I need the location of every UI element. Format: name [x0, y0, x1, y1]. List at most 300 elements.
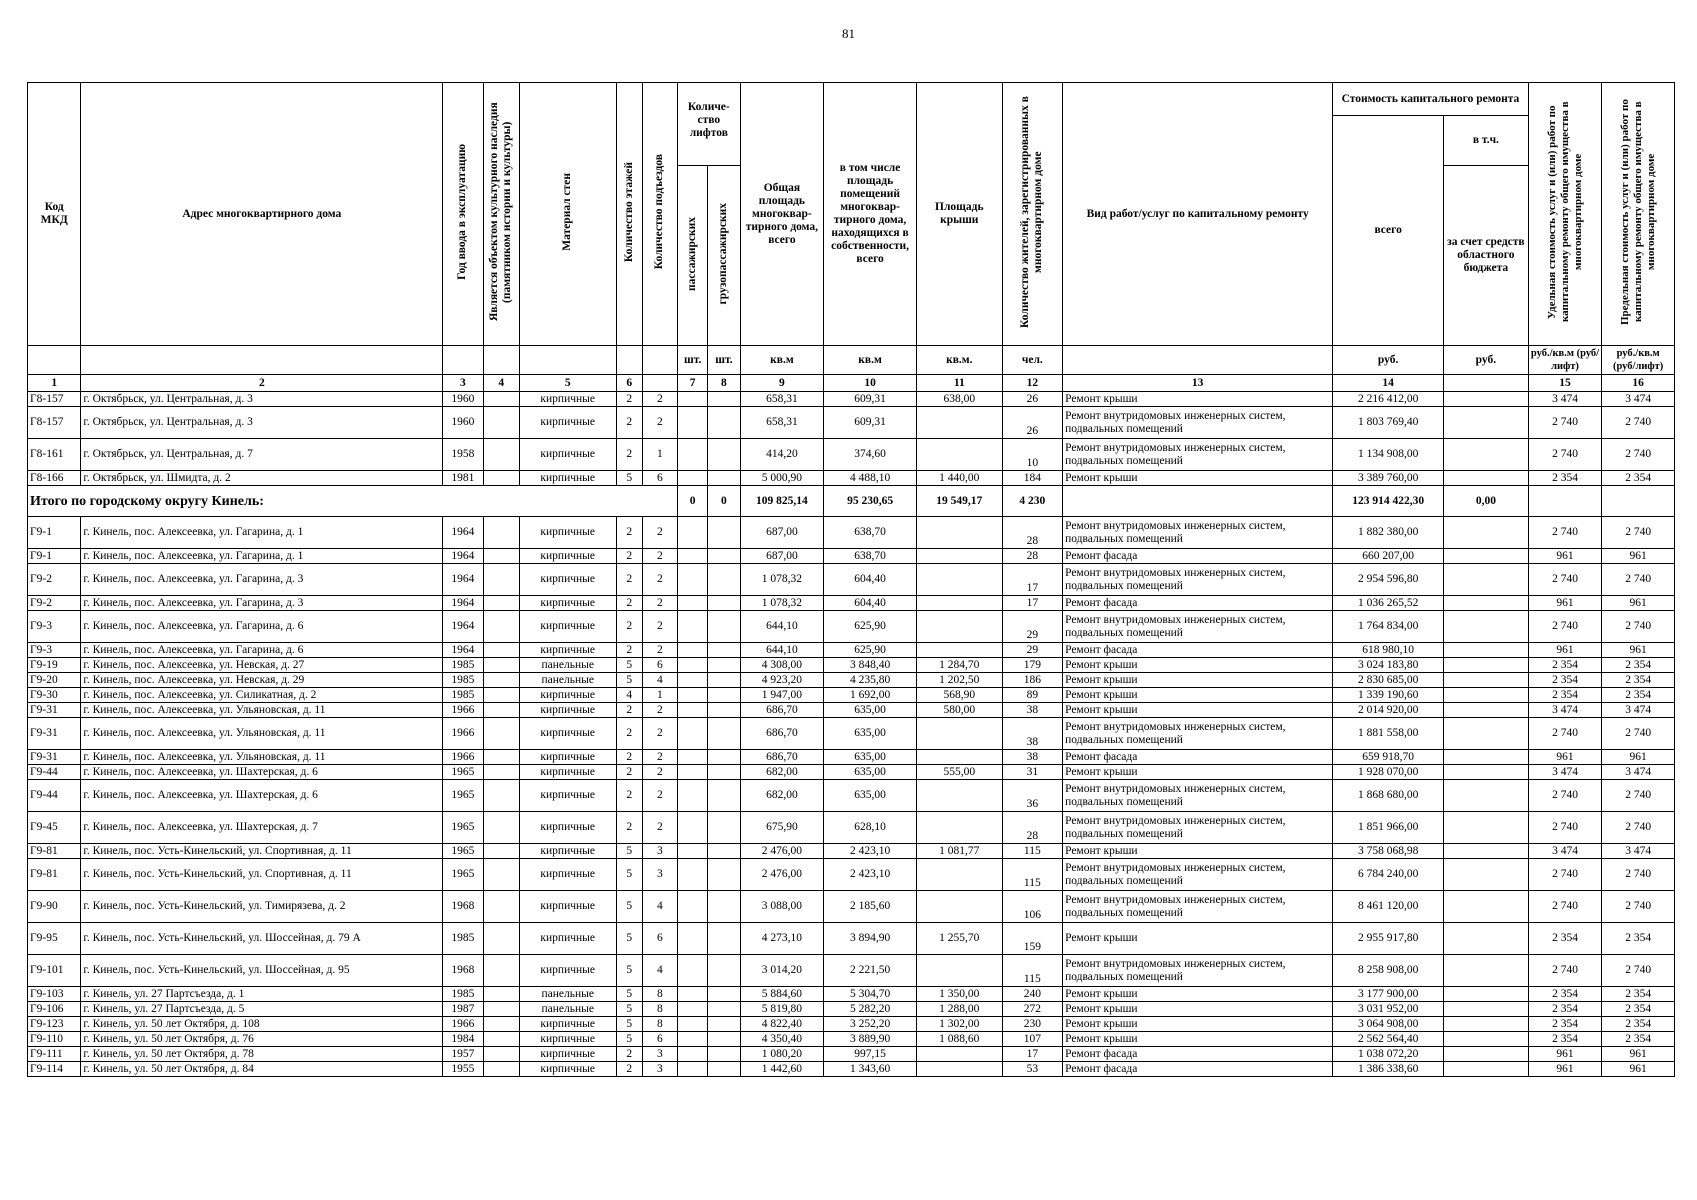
cell-address: г. Кинель, пос. Алексеевка, ул. Шахтерская, д. 7 — [81, 812, 443, 844]
cell-lifts-cargo — [708, 517, 740, 549]
cell-work-type: Ремонт фасада — [1063, 596, 1333, 611]
col-number: 13 — [1063, 375, 1333, 392]
cell-lifts-pass — [678, 859, 708, 891]
cell-material: панельные — [519, 987, 616, 1002]
cell-owned-area: 4 235,80 — [824, 673, 917, 688]
cell-unit-cost: 2 740 — [1528, 407, 1602, 439]
cell-owned-area: 3 894,90 — [824, 923, 917, 955]
cell-regional — [1444, 812, 1529, 844]
cell-address: г. Кинель, пос. Алексеевка, ул. Невская, д. 29 — [81, 673, 443, 688]
table-row — [28, 611, 1675, 643]
cell-entrances: 2 — [642, 407, 677, 439]
col-number: 7 — [678, 375, 708, 392]
cell-code: Г9-114 — [28, 1062, 81, 1077]
cell-work-type: Ремонт крыши — [1063, 1017, 1333, 1032]
cell-address: г. Кинель, пос. Усть-Кинельский, ул. Шоссейная, д. 95 — [81, 955, 443, 987]
cell-total-area: 4 923,20 — [740, 673, 824, 688]
cell-year: 1966 — [443, 750, 483, 765]
total-row — [28, 486, 1675, 517]
cell-heritage — [483, 891, 519, 923]
cell-residents: 230 — [1002, 1017, 1062, 1032]
cell-address: г. Октябрьск, ул. Центральная, д. 3 — [81, 392, 443, 407]
cell-address: г. Октябрьск, ул. Центральная, д. 7 — [81, 439, 443, 471]
total-lifts-pass: 0 — [678, 486, 708, 517]
cell-residents: 17 — [1002, 596, 1062, 611]
table-row — [28, 859, 1675, 891]
total-roof-area: 19 549,17 — [916, 486, 1002, 517]
cell-roof-area — [916, 596, 1002, 611]
cell-lifts-pass — [678, 688, 708, 703]
cell-cost: 6 784 240,00 — [1333, 859, 1444, 891]
total-label: Итого по городскому округу Кинель: — [28, 486, 678, 517]
header-owned-area: в том числе площадь помещений многоквар-тирного дома, находящихся в собственности, всего — [824, 83, 917, 346]
cell-lifts-cargo — [708, 1062, 740, 1077]
cell-residents: 26 — [1002, 392, 1062, 407]
cell-regional — [1444, 765, 1529, 780]
cell-work-type: Ремонт внутридомовых инженерных систем, подвальных помещений — [1063, 859, 1333, 891]
cell-unit-cost: 3 474 — [1528, 392, 1602, 407]
cell-cost: 1 882 380,00 — [1333, 517, 1444, 549]
cell-cost: 2 216 412,00 — [1333, 392, 1444, 407]
cell-floors: 2 — [616, 765, 642, 780]
cell-lifts-pass — [678, 439, 708, 471]
cell-roof-area: 1 440,00 — [916, 471, 1002, 486]
cell-unit-cost: 961 — [1528, 1047, 1602, 1062]
cell-residents: 28 — [1002, 812, 1062, 844]
cell-floors: 5 — [616, 673, 642, 688]
cell-lifts-pass — [678, 673, 708, 688]
cell-work-type: Ремонт внутридомовых инженерных систем, подвальных помещений — [1063, 812, 1333, 844]
cell-regional — [1444, 891, 1529, 923]
cell-year: 1981 — [443, 471, 483, 486]
cell-material: кирпичные — [519, 955, 616, 987]
cell-owned-area: 635,00 — [824, 780, 917, 812]
cell-address: г. Кинель, пос. Усть-Кинельский, ул. Спортивная, д. 11 — [81, 859, 443, 891]
cell-work-type: Ремонт фасада — [1063, 1047, 1333, 1062]
cell-floors: 2 — [616, 718, 642, 750]
cell-heritage — [483, 1047, 519, 1062]
cell-material: кирпичные — [519, 392, 616, 407]
cell-floors: 4 — [616, 688, 642, 703]
cell-lifts-pass — [678, 1062, 708, 1077]
cell-year: 1965 — [443, 844, 483, 859]
cell-entrances: 2 — [642, 392, 677, 407]
cell-year: 1965 — [443, 859, 483, 891]
cell-cost: 1 764 834,00 — [1333, 611, 1444, 643]
cell-regional — [1444, 1047, 1529, 1062]
cell-work-type: Ремонт фасада — [1063, 750, 1333, 765]
unit-rub: руб. — [1444, 346, 1529, 375]
cell-code: Г8-161 — [28, 439, 81, 471]
cell-regional — [1444, 750, 1529, 765]
cell-limit-cost: 2 740 — [1602, 859, 1675, 891]
cell-residents: 10 — [1002, 439, 1062, 471]
cell-lifts-cargo — [708, 643, 740, 658]
cell-regional — [1444, 439, 1529, 471]
cell-work-type: Ремонт крыши — [1063, 765, 1333, 780]
cell-owned-area: 3 252,20 — [824, 1017, 917, 1032]
cell-lifts-cargo — [708, 891, 740, 923]
cell-roof-area: 1 284,70 — [916, 658, 1002, 673]
cell-entrances: 3 — [642, 844, 677, 859]
header-lifts-cargo: грузопассажирских — [708, 166, 740, 346]
cell-roof-area — [916, 407, 1002, 439]
cell-heritage — [483, 955, 519, 987]
header-address: Адрес многоквартирного дома — [81, 83, 443, 346]
table-row — [28, 987, 1675, 1002]
cell-lifts-cargo — [708, 844, 740, 859]
header-limit-cost: Предельная стоимость услуг и (или) работ по капитальному ремонту общего имущества в многоквартирном доме — [1602, 83, 1675, 346]
cell-heritage — [483, 439, 519, 471]
cell-material: кирпичные — [519, 765, 616, 780]
cell-material: кирпичные — [519, 812, 616, 844]
cell-lifts-pass — [678, 658, 708, 673]
cell-address: г. Кинель, пос. Алексеевка, ул. Гагарина, д. 1 — [81, 517, 443, 549]
cell-material: кирпичные — [519, 1032, 616, 1047]
cell-material: кирпичные — [519, 564, 616, 596]
header-lifts: Количе-ство лифтов — [678, 83, 741, 166]
cell-entrances: 6 — [642, 1032, 677, 1047]
cell-roof-area: 1 081,77 — [916, 844, 1002, 859]
header-total-area: Общая площадь многоквар-тирного дома, всего — [740, 83, 824, 346]
cell-roof-area: 1 350,00 — [916, 987, 1002, 1002]
cell-total-area: 682,00 — [740, 765, 824, 780]
cell-work-type: Ремонт крыши — [1063, 844, 1333, 859]
cell-lifts-cargo — [708, 471, 740, 486]
header-incl: в т.ч. — [1444, 116, 1529, 166]
cell-work-type: Ремонт крыши — [1063, 688, 1333, 703]
cell-roof-area: 1 088,60 — [916, 1032, 1002, 1047]
cell-code: Г9-2 — [28, 596, 81, 611]
table-row — [28, 658, 1675, 673]
cell-address: г. Кинель, пос. Усть-Кинельский, ул. Тимирязева, д. 2 — [81, 891, 443, 923]
cell-lifts-cargo — [708, 703, 740, 718]
cell-regional — [1444, 549, 1529, 564]
cell-lifts-pass — [678, 891, 708, 923]
cell-year: 1965 — [443, 812, 483, 844]
table-row — [28, 688, 1675, 703]
cell-work-type: Ремонт крыши — [1063, 1002, 1333, 1017]
cell-unit-cost: 961 — [1528, 643, 1602, 658]
page-number: 81 — [842, 26, 855, 41]
cell-material: кирпичные — [519, 859, 616, 891]
cell-work-type: Ремонт внутридомовых инженерных систем, подвальных помещений — [1063, 407, 1333, 439]
cell-address: г. Кинель, пос. Алексеевка, ул. Шахтерская, д. 6 — [81, 765, 443, 780]
cell-material: кирпичные — [519, 1047, 616, 1062]
cell-cost: 2 954 596,80 — [1333, 564, 1444, 596]
cell-limit-cost: 2 740 — [1602, 611, 1675, 643]
cell-regional — [1444, 643, 1529, 658]
table-row — [28, 923, 1675, 955]
cell-cost: 2 955 917,80 — [1333, 923, 1444, 955]
cell-lifts-cargo — [708, 549, 740, 564]
col-number: 8 — [708, 375, 740, 392]
cell-residents: 106 — [1002, 891, 1062, 923]
cell-year: 1966 — [443, 1017, 483, 1032]
col-number: 14 — [1333, 375, 1444, 392]
cell-total-area: 682,00 — [740, 780, 824, 812]
cell-roof-area: 555,00 — [916, 765, 1002, 780]
table-row — [28, 750, 1675, 765]
cell-roof-area — [916, 812, 1002, 844]
cell-code: Г8-157 — [28, 392, 81, 407]
cell-regional — [1444, 611, 1529, 643]
cell-cost: 3 031 952,00 — [1333, 1002, 1444, 1017]
table-row — [28, 955, 1675, 987]
cell-residents: 115 — [1002, 859, 1062, 891]
cell-cost: 3 389 760,00 — [1333, 471, 1444, 486]
header-code: Код МКД — [28, 83, 81, 346]
table-row — [28, 812, 1675, 844]
cell-limit-cost: 2 354 — [1602, 658, 1675, 673]
cell-residents: 36 — [1002, 780, 1062, 812]
cell-work-type: Ремонт внутридомовых инженерных систем, подвальных помещений — [1063, 439, 1333, 471]
cell-lifts-cargo — [708, 750, 740, 765]
cell-owned-area: 604,40 — [824, 596, 917, 611]
cell-limit-cost: 2 354 — [1602, 1017, 1675, 1032]
cell-code: Г8-157 — [28, 407, 81, 439]
cell-limit-cost: 2 354 — [1602, 987, 1675, 1002]
cell-regional — [1444, 688, 1529, 703]
unit-people: чел. — [1002, 346, 1062, 375]
cell-material: панельные — [519, 1002, 616, 1017]
cell-year: 1966 — [443, 718, 483, 750]
cell-lifts-cargo — [708, 611, 740, 643]
cell-work-type: Ремонт внутридомовых инженерных систем, подвальных помещений — [1063, 955, 1333, 987]
cell-address: г. Кинель, пос. Алексеевка, ул. Гагарина, д. 3 — [81, 564, 443, 596]
cell-heritage — [483, 718, 519, 750]
cell-unit-cost: 2 354 — [1528, 923, 1602, 955]
cell-year: 1966 — [443, 703, 483, 718]
cell-unit-cost: 961 — [1528, 1062, 1602, 1077]
cell-material: кирпичные — [519, 611, 616, 643]
cell-total-area: 687,00 — [740, 517, 824, 549]
cell-material: панельные — [519, 673, 616, 688]
cell-heritage — [483, 1017, 519, 1032]
cell-lifts-pass — [678, 564, 708, 596]
cell-heritage — [483, 1062, 519, 1077]
cell-lifts-cargo — [708, 658, 740, 673]
cell-floors: 2 — [616, 392, 642, 407]
cell-limit-cost: 2 354 — [1602, 1032, 1675, 1047]
cell-regional — [1444, 955, 1529, 987]
cell-material: кирпичные — [519, 517, 616, 549]
cell-regional — [1444, 392, 1529, 407]
cell-lifts-cargo — [708, 780, 740, 812]
cell-limit-cost: 3 474 — [1602, 844, 1675, 859]
cell-work-type: Ремонт внутридомовых инженерных систем, подвальных помещений — [1063, 611, 1333, 643]
cell-entrances: 2 — [642, 765, 677, 780]
cell-roof-area: 580,00 — [916, 703, 1002, 718]
cell-floors: 2 — [616, 812, 642, 844]
table-row — [28, 596, 1675, 611]
cell-work-type: Ремонт крыши — [1063, 1032, 1333, 1047]
table-row — [28, 407, 1675, 439]
cell-regional — [1444, 923, 1529, 955]
cell-entrances: 6 — [642, 923, 677, 955]
cell-entrances: 3 — [642, 1062, 677, 1077]
cell-floors: 2 — [616, 1062, 642, 1077]
cell-lifts-cargo — [708, 564, 740, 596]
cell-roof-area: 568,90 — [916, 688, 1002, 703]
cell-heritage — [483, 658, 519, 673]
cell-material: панельные — [519, 658, 616, 673]
cell-entrances: 2 — [642, 643, 677, 658]
table-row — [28, 844, 1675, 859]
cell-address: г. Кинель, пос. Алексеевка, ул. Ульяновская, д. 11 — [81, 703, 443, 718]
cell-owned-area: 1 692,00 — [824, 688, 917, 703]
unit-sqm: кв.м. — [916, 346, 1002, 375]
cell-year: 1968 — [443, 891, 483, 923]
cell-owned-area: 625,90 — [824, 643, 917, 658]
cell-code: Г9-1 — [28, 517, 81, 549]
cell-total-area: 2 476,00 — [740, 844, 824, 859]
cell-cost: 2 830 685,00 — [1333, 673, 1444, 688]
cell-unit-cost: 2 354 — [1528, 688, 1602, 703]
unit-per: руб./кв.м (руб/лифт) — [1528, 346, 1602, 375]
cell-owned-area: 635,00 — [824, 750, 917, 765]
cell-residents: 17 — [1002, 1047, 1062, 1062]
cell-heritage — [483, 392, 519, 407]
cell-cost: 1 339 190,60 — [1333, 688, 1444, 703]
cell-year: 1964 — [443, 643, 483, 658]
cell-unit-cost: 2 740 — [1528, 611, 1602, 643]
cell-code: Г9-81 — [28, 859, 81, 891]
cell-limit-cost: 2 740 — [1602, 718, 1675, 750]
cell-residents: 115 — [1002, 844, 1062, 859]
cell-regional — [1444, 471, 1529, 486]
cell-regional — [1444, 1017, 1529, 1032]
cell-lifts-cargo — [708, 1047, 740, 1062]
cell-owned-area: 625,90 — [824, 611, 917, 643]
cell-code: Г9-101 — [28, 955, 81, 987]
col-number: 5 — [519, 375, 616, 392]
cell-residents: 29 — [1002, 643, 1062, 658]
cell-year: 1960 — [443, 407, 483, 439]
cell-material: кирпичные — [519, 439, 616, 471]
cell-limit-cost: 2 740 — [1602, 564, 1675, 596]
cell-address: г. Кинель, ул. 50 лет Октября, д. 108 — [81, 1017, 443, 1032]
cell-residents: 184 — [1002, 471, 1062, 486]
cell-lifts-pass — [678, 765, 708, 780]
cell-roof-area — [916, 955, 1002, 987]
cell-owned-area: 5 304,70 — [824, 987, 917, 1002]
cell-unit-cost: 2 740 — [1528, 955, 1602, 987]
cell-regional — [1444, 658, 1529, 673]
cell-heritage — [483, 1002, 519, 1017]
cell-cost: 3 177 900,00 — [1333, 987, 1444, 1002]
cell-owned-area: 638,70 — [824, 549, 917, 564]
total-area: 109 825,14 — [740, 486, 824, 517]
header-floors: Количество этажей — [616, 83, 642, 346]
col-number: 9 — [740, 375, 824, 392]
cell-roof-area: 1 288,00 — [916, 1002, 1002, 1017]
table-row — [28, 765, 1675, 780]
cell-floors: 5 — [616, 471, 642, 486]
cell-unit-cost: 2 354 — [1528, 1032, 1602, 1047]
cell-owned-area: 609,31 — [824, 392, 917, 407]
cell-owned-area: 5 282,20 — [824, 1002, 917, 1017]
cell-limit-cost: 961 — [1602, 643, 1675, 658]
cell-owned-area: 609,31 — [824, 407, 917, 439]
cell-entrances: 2 — [642, 718, 677, 750]
cell-limit-cost: 2 740 — [1602, 891, 1675, 923]
cell-material: кирпичные — [519, 703, 616, 718]
cell-year: 1964 — [443, 549, 483, 564]
cell-residents: 28 — [1002, 517, 1062, 549]
cell-heritage — [483, 549, 519, 564]
cell-year: 1968 — [443, 955, 483, 987]
col-number: 16 — [1602, 375, 1675, 392]
cell-heritage — [483, 750, 519, 765]
cell-roof-area — [916, 439, 1002, 471]
cell-residents: 17 — [1002, 564, 1062, 596]
cell-limit-cost: 2 354 — [1602, 1002, 1675, 1017]
cell-cost: 3 064 908,00 — [1333, 1017, 1444, 1032]
col-number: 2 — [81, 375, 443, 392]
cell-unit-cost: 2 740 — [1528, 891, 1602, 923]
cell-material: кирпичные — [519, 1017, 616, 1032]
cell-floors: 2 — [616, 596, 642, 611]
cell-lifts-cargo — [708, 1017, 740, 1032]
cell-unit-cost: 2 740 — [1528, 718, 1602, 750]
cell-unit-cost: 2 354 — [1528, 1002, 1602, 1017]
cell-code: Г9-3 — [28, 643, 81, 658]
cell-year: 1957 — [443, 1047, 483, 1062]
cell-limit-cost: 961 — [1602, 1047, 1675, 1062]
cell-regional — [1444, 596, 1529, 611]
cell-regional — [1444, 718, 1529, 750]
col-number: 3 — [443, 375, 483, 392]
cell-year: 1985 — [443, 673, 483, 688]
cell-lifts-cargo — [708, 718, 740, 750]
cell-entrances: 4 — [642, 955, 677, 987]
unit-pcs: шт. — [708, 346, 740, 375]
cell-regional — [1444, 844, 1529, 859]
cell-residents: 38 — [1002, 718, 1062, 750]
cell-material: кирпичные — [519, 471, 616, 486]
unit-per: руб./кв.м (руб/лифт) — [1602, 346, 1675, 375]
cell-address: г. Кинель, пос. Алексеевка, ул. Ульяновская, д. 11 — [81, 718, 443, 750]
cell-floors: 5 — [616, 955, 642, 987]
cell-entrances: 3 — [642, 1047, 677, 1062]
cell-lifts-pass — [678, 611, 708, 643]
table-row — [28, 643, 1675, 658]
header-cost-total: всего — [1333, 116, 1444, 346]
cell-heritage — [483, 844, 519, 859]
cell-roof-area — [916, 517, 1002, 549]
cell-total-area: 4 822,40 — [740, 1017, 824, 1032]
cell-owned-area: 635,00 — [824, 703, 917, 718]
cell-work-type: Ремонт крыши — [1063, 987, 1333, 1002]
cell-year: 1955 — [443, 1062, 483, 1077]
cell-lifts-pass — [678, 1002, 708, 1017]
table-row — [28, 549, 1675, 564]
cell-roof-area — [916, 780, 1002, 812]
cell-unit-cost: 2 354 — [1528, 987, 1602, 1002]
header-lifts-pass: пассажирских — [678, 166, 708, 346]
cell-floors: 2 — [616, 780, 642, 812]
cell-year: 1964 — [443, 517, 483, 549]
cell-total-area: 675,90 — [740, 812, 824, 844]
cell-floors: 5 — [616, 844, 642, 859]
cell-unit-cost: 2 354 — [1528, 471, 1602, 486]
cell-regional — [1444, 1032, 1529, 1047]
cell-lifts-pass — [678, 596, 708, 611]
cell-cost: 1 803 769,40 — [1333, 407, 1444, 439]
cell-lifts-cargo — [708, 407, 740, 439]
cell-unit-cost: 2 740 — [1528, 859, 1602, 891]
